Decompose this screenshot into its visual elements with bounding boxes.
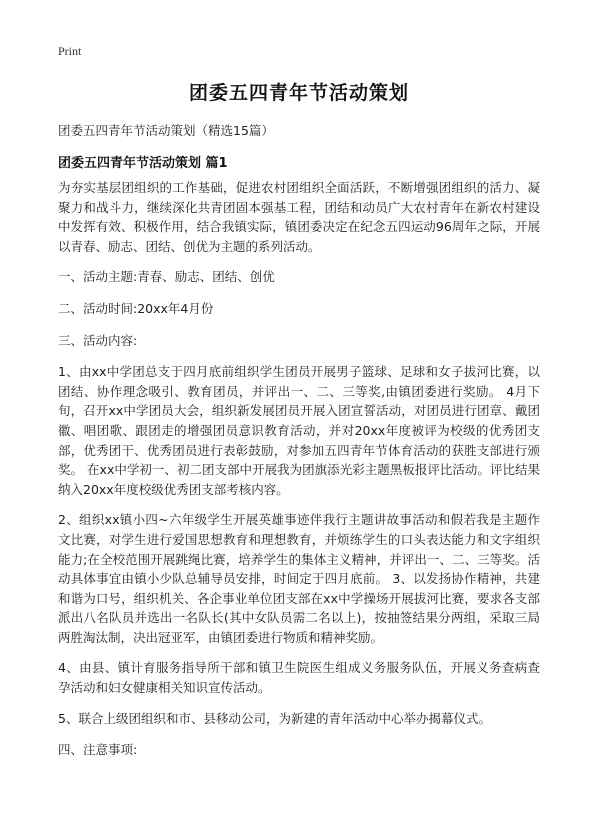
paragraph-item-1: 1、由xx中学团总支于四月底前组织学生团员开展男子篮球、足球和女子拔河比赛，以团结、协作理念吸引、教育团员，并评出一、二、三等奖,由镇团委进行奖励。 4月下旬，召开xx中学团员大会，组织新发展团员开展入团宣誓活动，对团员进行团章、戴团徽、唱团歌、跟团走的增强团员意识教育活动，并对20xx年度被评为校级的优秀团支部，优秀团干、优秀团员进行表彰鼓励，对参加五四青年节体育活动的获胜支部进行颁奖。 在xx中学初一、初二团支部中开展我为团旗添光彩主题黑板报评比活动。评比结果纳入20xx年度校级优秀团支部考核内容。 — [58, 364, 540, 497]
document-title: 团委五四青年节活动策划 — [188, 82, 409, 104]
paragraph-content-heading: 三、活动内容: — [58, 332, 138, 348]
paragraph-time: 二、活动时间:20xx年4月份 — [58, 300, 214, 316]
section-heading: 团委五四青年节活动策划 篇1 — [58, 156, 228, 171]
document-body — [58, 178, 540, 772]
print-label[interactable]: Print — [58, 44, 82, 58]
paragraph-item-4: 4、由县、镇计育服务指导所干部和镇卫生院医生组成义务服务队伍，开展义务查病查孕活动和妇女健康相关知识宣传活动。 — [58, 660, 540, 696]
paragraph-item-5: 5、联合上级团组织和市、县移动公司，为新建的青年活动中心举办揭幕仪式。 — [58, 710, 491, 726]
paragraph-item-2: 2、组织xx镇小四~六年级学生开展英雄事迹伴我行主题讲故事活动和假若我是主题作文比赛，对学生进行爱国思想教育和理想教育，并烦练学生的口头表达能力和文字组织能力;在全校范围开展跳绳比赛，培养学生的集体主义精神，并评出一、二、三等奖。活动具体事宜由镇小少队总辅导员安排，时间定于四月底前。 3、以发扬协作精神，共建和谐为口号，组织机关、各企事业单位团支部在xx中学操场开展拔河比赛，要求各支部派出八名队员并选出一名队长(其中女队员需二名以上)，按抽签结果分两组，采取三局两胜淘汰制，决出冠亚军，由镇团委进行物质和精神奖励。 — [58, 512, 540, 645]
document-subtitle: 团委五四青年节活动策划（精选15篇） — [58, 123, 274, 138]
paragraph-intro: 为夯实基层团组织的工作基础，促进农村团组织全面活跃，不断增强团组织的活力、凝聚力和战斗力，继续深化共青团固本强基工程，团结和动员广大农村青年在新农村建设中发挥有效、积极作用，结合我镇实际，镇团委决定在纪念五四运动96周年之际，开展以青春、励志、团结、创优为主题的系列活动。 — [58, 180, 540, 254]
paragraph-notes-heading: 四、注意事项: — [58, 742, 138, 758]
paragraph-theme: 一、活动主题:青春、励志、团结、创优 — [58, 269, 275, 285]
